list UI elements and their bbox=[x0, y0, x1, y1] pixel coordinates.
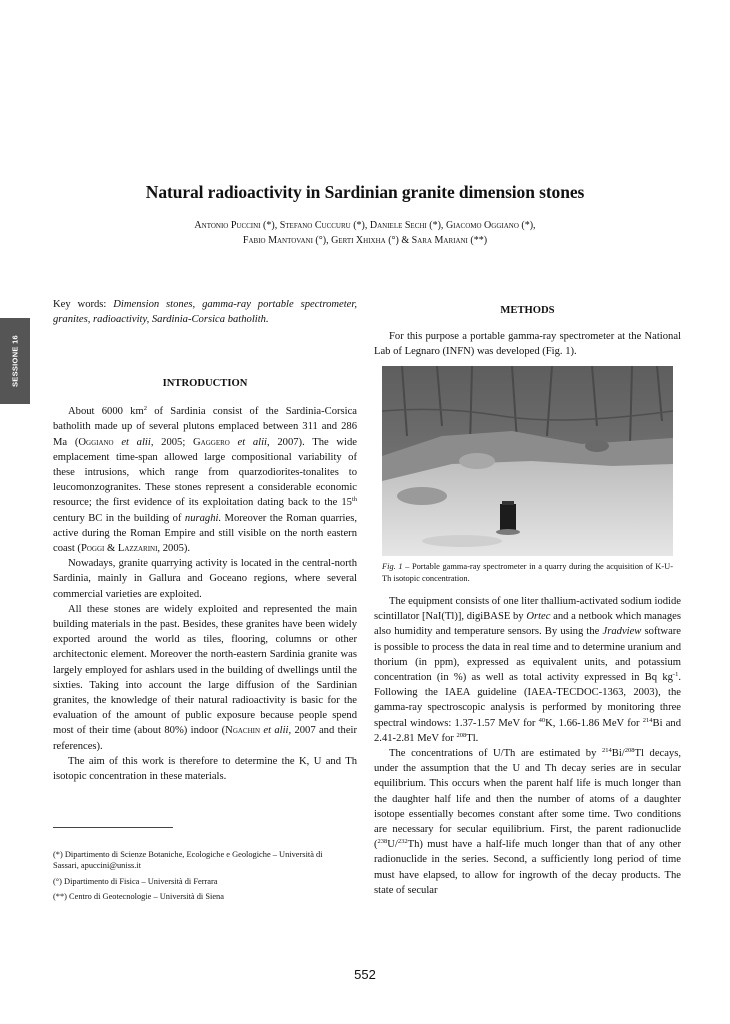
methods-paragraph-3: The concentrations of U/Th are estimated by $^{214}$Bi/$^{208}$Tl decays, under the assumption that the U and Th decay series are in secular equilibrium. This occurs when the parent half life is much longer than the daughter half life and then the number of atoms of a daughter isotope essentially becomes constant after some time. Two conditions are necessary for secular equilibrium. First, the parent radionuclide ($^{238}$U/$^{232}$Th) must have a half-life much longer than that of any other radionuclide in the series. Second, a sufficiently long period of time must have elapsed, to allow for ingrowth of the decay products. The state of secular bbox=[374, 747, 681, 896]
footnote-3: (**) Centro di Geotecnologie – Università di Siena bbox=[53, 892, 224, 902]
intro-paragraph-1: About 6000 $km^2$ of Sardinia consist of the Sardinia-Corsica batholith made up of several plutons emplaced between 311 and 286 Ma (Oggiano et alii, 2005; Gaggero et alii, 2007). The wide emplacement time-span allowed large compositional variability of these intrusions, which range from quarzodiorites-tonalites to leucomonzogranites. These stones represent a considerable economic resource; the first evidence of its exploitation dating back to the 15th century BC in the building of nuraghi. Moreover the Roman quarries, active during the Roman Empire and still visible on the north eastern coast (Poggi & Lazzarini, 2005). bbox=[53, 405, 357, 555]
figure-caption bbox=[382, 561, 673, 584]
intro-paragraph-2: Nowadays, granite quarrying activity is located in the central-north Sardinia, mainly in Gallura and Goceano regions, where several commercial varieties are exploited. bbox=[53, 558, 357, 600]
session-tab-label: SESSIONE 16 bbox=[10, 334, 20, 388]
session-tab bbox=[0, 318, 30, 404]
author-name: Giacomo Oggiano bbox=[445, 220, 519, 231]
author-name: Daniele Sechi bbox=[369, 220, 427, 231]
author-affiliation-mark: (*), bbox=[350, 220, 370, 231]
footnote-1: (*) Dipartimento di Scienze Botaniche, Ecologiche e Geologiche – Università di Sassari, apuccini@uniss.it bbox=[53, 850, 323, 871]
quarry-photo bbox=[382, 366, 673, 556]
author-affiliation-mark: (°) & bbox=[385, 235, 412, 246]
introduction-section bbox=[53, 376, 357, 784]
author-affiliation-mark: (*), bbox=[518, 220, 536, 231]
author-name: Sara Mariani bbox=[411, 235, 468, 246]
figure-caption-label: Fig. 1 bbox=[382, 562, 403, 571]
paper-title: Natural radioactivity in Sardinian granite dimension stones bbox=[145, 182, 585, 202]
author-affiliation-mark: (*), bbox=[426, 220, 446, 231]
author-affiliation-mark: (*), bbox=[260, 220, 280, 231]
author-name: Fabio Mantovani bbox=[242, 235, 313, 246]
methods-section bbox=[374, 303, 681, 360]
quarry-photo-image bbox=[382, 366, 673, 556]
intro-paragraph-3: All these stones are widely exploited and represented the main building materials in the past. Besides, these granites have been widely exported around the world as tiles, flooring, columns or other architectonic element. Moreover the north-eastern Sardinia granite was largely employed for ashlars used in the building of dwellings until the sixties. Taking into account the large diffusion of the Sardinian granites, the knowledge of their natural radioactivity is basic for the evaluation of the amount of public exposure because people spend most of their time (about 80%) indoor (Ngachin et alii, 2007 and their references). bbox=[53, 603, 358, 752]
keywords bbox=[53, 297, 357, 327]
introduction-heading: INTRODUCTION bbox=[162, 378, 248, 389]
author-affiliation-mark: (**) bbox=[467, 235, 488, 246]
methods-paragraph-1: For this purpose a portable gamma-ray spectrometer at the National Lab of Legnaro (INFN) was developed (Fig. 1). bbox=[374, 331, 681, 358]
methods-paragraph-2: The equipment consists of one liter thallium-activated sodium iodide scintillator [NaI(Tl)], digiBASE by Ortec and a netbook which manages also humidity and temperature sensors. By using the Jradview software is possible to process the data in real time and to determine uranium and thorium (in ppm), expressed as equivalent units, and potassium concentration (in %) as well as total activity expressed in Bq $kg^{-1}$. Following the IAEA guideline (IAEA-TECDOC-1363, 2003), the gamma-ray spectroscopic analysis is performed by monitoring three spectral windows: 1.37-1.57 MeV for $^{40}$K, 1.66-1.86 MeV for $^{214}$Bi and 2.41-2.81 MeV for $^{208}$Tl. bbox=[374, 596, 682, 744]
footnotes bbox=[53, 849, 343, 907]
figure-caption-text: – Portable gamma-ray spectrometer in a quarry during the acquisition of K-U-Th isotopic concentration. bbox=[382, 562, 673, 583]
author-name: Antonio Puccini bbox=[194, 220, 261, 231]
keywords-text: Dimension stones, gamma-ray portable spectrometer, granites, radioactivity, Sardinia-Corsica batholith. bbox=[53, 299, 357, 326]
author-name: Stefano Cuccuru bbox=[279, 220, 351, 231]
methods-body bbox=[374, 594, 681, 898]
author-list bbox=[0, 218, 730, 248]
methods-heading: METHODS bbox=[500, 305, 555, 316]
footnote-divider bbox=[53, 827, 173, 828]
footnote-2: (°) Dipartimento di Fisica – Università di Ferrara bbox=[53, 876, 218, 886]
intro-paragraph-4: The aim of this work is therefore to determine the K, U and Th isotopic concentration in these materials. bbox=[53, 755, 357, 783]
page-number: 552 bbox=[354, 967, 376, 982]
keywords-label: Key words: bbox=[53, 299, 114, 310]
author-affiliation-mark: (°), bbox=[312, 235, 332, 246]
author-name: Gerti Xhixha bbox=[331, 235, 386, 246]
